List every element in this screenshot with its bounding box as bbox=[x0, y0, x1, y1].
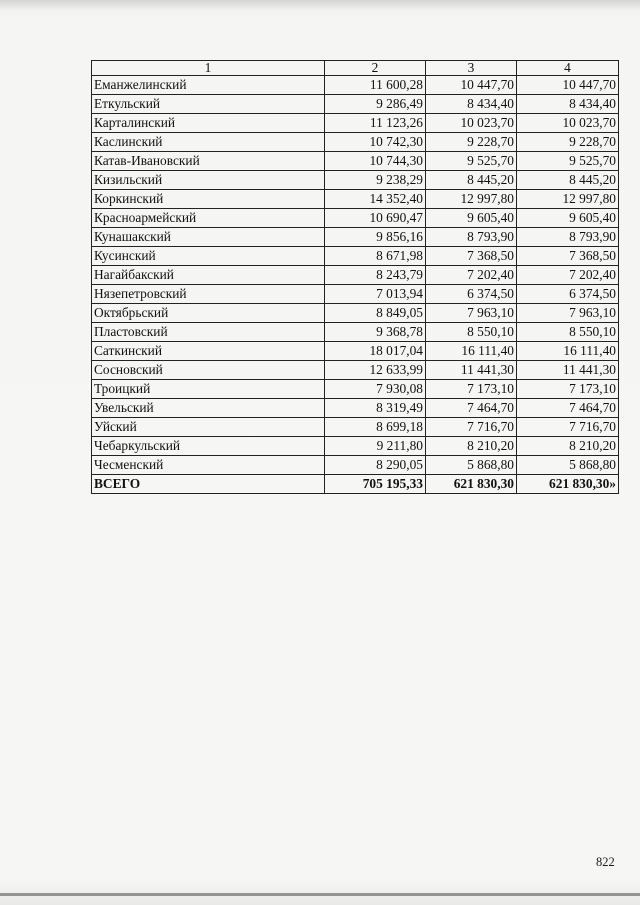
value-cell-col-3: 9 525,70 bbox=[426, 152, 517, 171]
table-row bbox=[92, 437, 619, 456]
table-row bbox=[92, 304, 619, 323]
value-cell-col-3: 16 111,40 bbox=[426, 342, 517, 361]
total-label-cell: ВСЕГО bbox=[92, 475, 325, 494]
district-name-cell: Октябрьский bbox=[92, 304, 325, 323]
value-cell-col-4: 9 228,70 bbox=[517, 133, 619, 152]
total-value-cell-col-2: 705 195,33 bbox=[325, 475, 426, 494]
value-cell-col-2: 9 211,80 bbox=[325, 437, 426, 456]
table-row bbox=[92, 76, 619, 95]
value-cell-col-2: 9 238,29 bbox=[325, 171, 426, 190]
value-cell-col-2: 14 352,40 bbox=[325, 190, 426, 209]
data-table bbox=[91, 60, 619, 494]
total-value-cell-col-4: 621 830,30» bbox=[517, 475, 619, 494]
district-name-cell: Пластовский bbox=[92, 323, 325, 342]
value-cell-col-3: 8 793,90 bbox=[426, 228, 517, 247]
value-cell-col-4: 8 434,40 bbox=[517, 95, 619, 114]
header-cell-1: 1 bbox=[92, 61, 325, 76]
district-name-cell: Увельский bbox=[92, 399, 325, 418]
table-row bbox=[92, 266, 619, 285]
value-cell-col-4: 7 202,40 bbox=[517, 266, 619, 285]
table-row bbox=[92, 133, 619, 152]
value-cell-col-4: 7 464,70 bbox=[517, 399, 619, 418]
value-cell-col-3: 7 464,70 bbox=[426, 399, 517, 418]
page-number: 822 bbox=[596, 855, 615, 869]
value-cell-col-4: 8 210,20 bbox=[517, 437, 619, 456]
value-cell-col-4: 5 868,80 bbox=[517, 456, 619, 475]
district-name-cell: Кусинский bbox=[92, 247, 325, 266]
district-name-cell: Кунашакский bbox=[92, 228, 325, 247]
value-cell-col-2: 9 286,49 bbox=[325, 95, 426, 114]
value-cell-col-3: 6 374,50 bbox=[426, 285, 517, 304]
table-row bbox=[92, 171, 619, 190]
value-cell-col-3: 9 228,70 bbox=[426, 133, 517, 152]
district-name-cell: Саткинский bbox=[92, 342, 325, 361]
scan-edge-line bbox=[0, 893, 640, 896]
value-cell-col-3: 8 210,20 bbox=[426, 437, 517, 456]
district-name-cell: Уйский bbox=[92, 418, 325, 437]
district-name-cell: Чебаркульский bbox=[92, 437, 325, 456]
table-row bbox=[92, 418, 619, 437]
value-cell-col-3: 12 997,80 bbox=[426, 190, 517, 209]
value-cell-col-3: 11 441,30 bbox=[426, 361, 517, 380]
total-value-cell-col-3: 621 830,30 bbox=[426, 475, 517, 494]
value-cell-col-2: 11 600,28 bbox=[325, 76, 426, 95]
value-cell-col-4: 7 173,10 bbox=[517, 380, 619, 399]
district-name-cell: Коркинский bbox=[92, 190, 325, 209]
scan-shadow bbox=[0, 0, 640, 10]
value-cell-col-4: 7 368,50 bbox=[517, 247, 619, 266]
value-cell-col-2: 12 633,99 bbox=[325, 361, 426, 380]
district-name-cell: Нагайбакский bbox=[92, 266, 325, 285]
table-row bbox=[92, 456, 619, 475]
value-cell-col-3: 7 368,50 bbox=[426, 247, 517, 266]
district-name-cell: Еманжелинский bbox=[92, 76, 325, 95]
table-row bbox=[92, 190, 619, 209]
district-name-cell: Чесменский bbox=[92, 456, 325, 475]
value-cell-col-2: 8 243,79 bbox=[325, 266, 426, 285]
district-name-cell: Красноармейский bbox=[92, 209, 325, 228]
table-row bbox=[92, 95, 619, 114]
value-cell-col-2: 8 319,49 bbox=[325, 399, 426, 418]
value-cell-col-2: 8 671,98 bbox=[325, 247, 426, 266]
value-cell-col-3: 8 434,40 bbox=[426, 95, 517, 114]
district-name-cell: Кизильский bbox=[92, 171, 325, 190]
value-cell-col-4: 7 716,70 bbox=[517, 418, 619, 437]
value-cell-col-4: 10 023,70 bbox=[517, 114, 619, 133]
value-cell-col-3: 7 716,70 bbox=[426, 418, 517, 437]
value-cell-col-4: 8 445,20 bbox=[517, 171, 619, 190]
value-cell-col-4: 9 605,40 bbox=[517, 209, 619, 228]
value-cell-col-3: 7 173,10 bbox=[426, 380, 517, 399]
table-row bbox=[92, 114, 619, 133]
table-body bbox=[92, 61, 619, 494]
value-cell-col-3: 10 023,70 bbox=[426, 114, 517, 133]
value-cell-col-2: 10 690,47 bbox=[325, 209, 426, 228]
table-row bbox=[92, 247, 619, 266]
value-cell-col-2: 18 017,04 bbox=[325, 342, 426, 361]
value-cell-col-2: 8 849,05 bbox=[325, 304, 426, 323]
value-cell-col-4: 8 793,90 bbox=[517, 228, 619, 247]
value-cell-col-2: 10 744,30 bbox=[325, 152, 426, 171]
value-cell-col-2: 8 699,18 bbox=[325, 418, 426, 437]
value-cell-col-4: 11 441,30 bbox=[517, 361, 619, 380]
table-row bbox=[92, 323, 619, 342]
header-cell-3: 3 bbox=[426, 61, 517, 76]
value-cell-col-3: 5 868,80 bbox=[426, 456, 517, 475]
district-name-cell: Нязепетровский bbox=[92, 285, 325, 304]
district-name-cell: Сосновский bbox=[92, 361, 325, 380]
value-cell-col-4: 9 525,70 bbox=[517, 152, 619, 171]
value-cell-col-3: 9 605,40 bbox=[426, 209, 517, 228]
header-row bbox=[92, 61, 619, 76]
value-cell-col-4: 10 447,70 bbox=[517, 76, 619, 95]
district-name-cell: Троицкий bbox=[92, 380, 325, 399]
value-cell-col-3: 8 550,10 bbox=[426, 323, 517, 342]
district-name-cell: Каслинский bbox=[92, 133, 325, 152]
district-name-cell: Катав-Ивановский bbox=[92, 152, 325, 171]
header-cell-4: 4 bbox=[517, 61, 619, 76]
table-row bbox=[92, 380, 619, 399]
value-cell-col-2: 9 856,16 bbox=[325, 228, 426, 247]
table-row bbox=[92, 228, 619, 247]
value-cell-col-2: 10 742,30 bbox=[325, 133, 426, 152]
value-cell-col-4: 16 111,40 bbox=[517, 342, 619, 361]
value-cell-col-4: 6 374,50 bbox=[517, 285, 619, 304]
value-cell-col-3: 8 445,20 bbox=[426, 171, 517, 190]
district-name-cell: Карталинский bbox=[92, 114, 325, 133]
table-row bbox=[92, 209, 619, 228]
value-cell-col-2: 11 123,26 bbox=[325, 114, 426, 133]
value-cell-col-3: 10 447,70 bbox=[426, 76, 517, 95]
value-cell-col-4: 7 963,10 bbox=[517, 304, 619, 323]
table-row bbox=[92, 152, 619, 171]
value-cell-col-4: 12 997,80 bbox=[517, 190, 619, 209]
value-cell-col-2: 9 368,78 bbox=[325, 323, 426, 342]
value-cell-col-2: 7 013,94 bbox=[325, 285, 426, 304]
header-cell-2: 2 bbox=[325, 61, 426, 76]
district-name-cell: Еткульский bbox=[92, 95, 325, 114]
value-cell-col-2: 8 290,05 bbox=[325, 456, 426, 475]
value-cell-col-2: 7 930,08 bbox=[325, 380, 426, 399]
table-row bbox=[92, 342, 619, 361]
table-row bbox=[92, 361, 619, 380]
total-row bbox=[92, 475, 619, 494]
value-cell-col-3: 7 963,10 bbox=[426, 304, 517, 323]
table-row bbox=[92, 399, 619, 418]
value-cell-col-4: 8 550,10 bbox=[517, 323, 619, 342]
value-cell-col-3: 7 202,40 bbox=[426, 266, 517, 285]
table-row bbox=[92, 285, 619, 304]
